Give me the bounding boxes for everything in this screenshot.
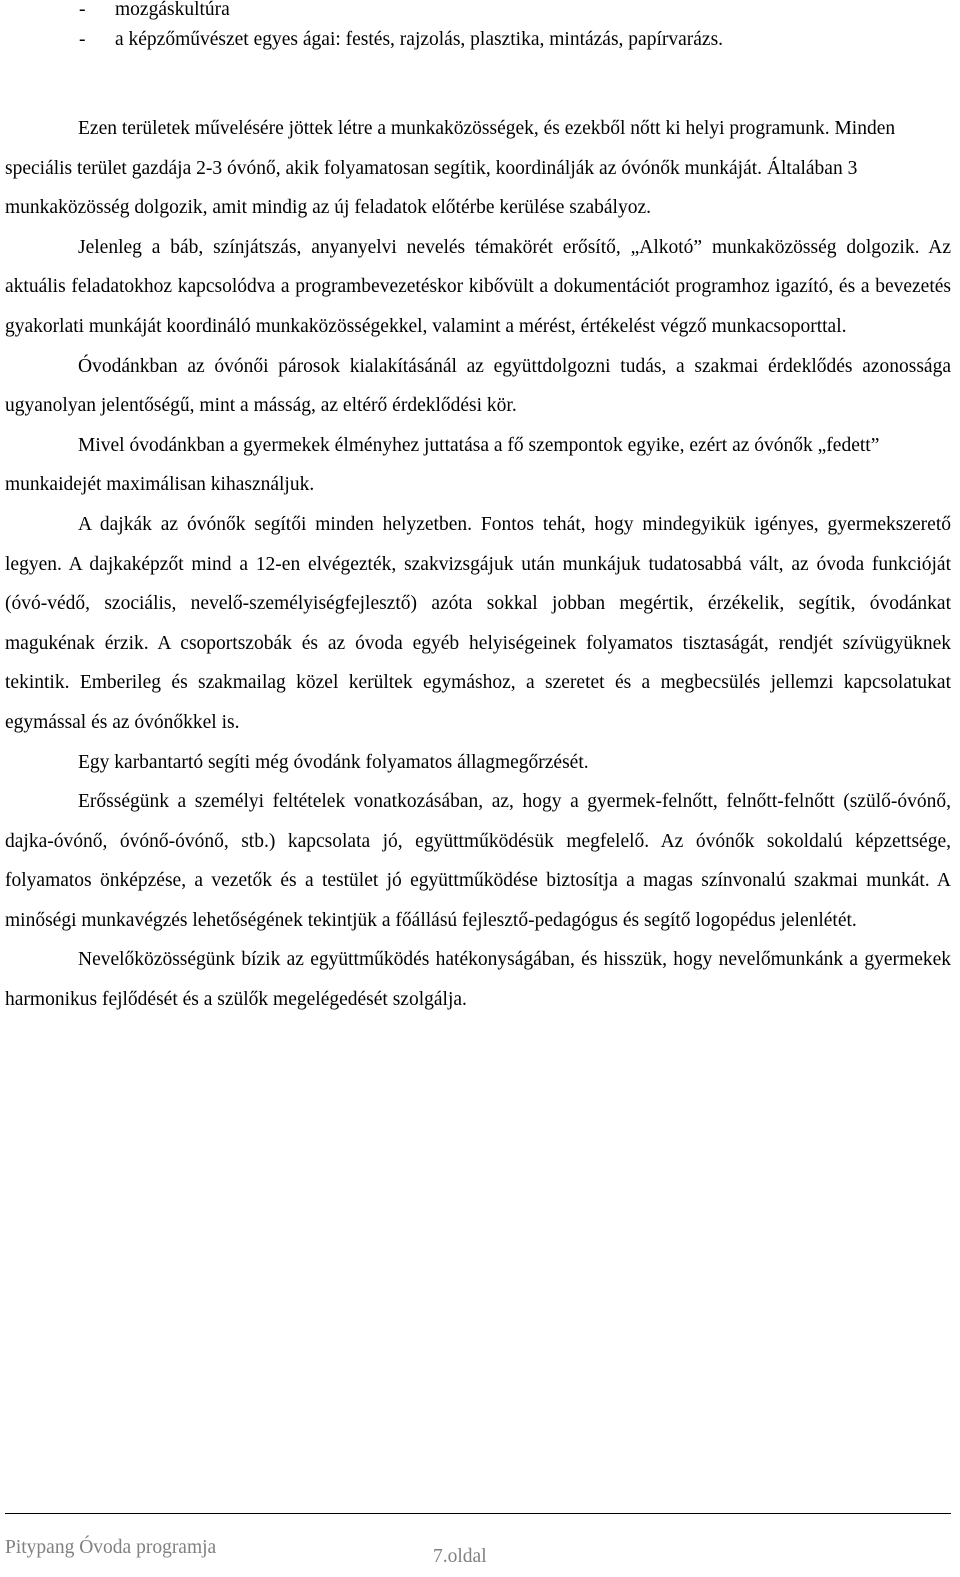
paragraph-work-communities: Ezen területek művelésére jöttek létre a munkaközösségek, és ezekből nőtt ki helyi programunk. Minden speciális terület gazdája 2-3 óvónő, akik folyamatosan segítik, koordinálják az óvónők munkáját. Általában 3 munkaközösség dolgozik, amit mindig az új feladatok előtérbe kerülése szabályoz.	[5, 118, 896, 219]
list-bullet: -	[79, 29, 86, 50]
list-item	[5, 0, 951, 30]
paragraph-maintenance: Egy karbantartó segíti még óvodánk folyamatos állagmegőrzését.	[78, 751, 589, 773]
paragraph-teacher-pairs: Óvodánkban az óvónői párosok kialakításánál az együttdolgozni tudás, a szakmai érdeklődés azonossága ugyanolyan jelentőségű, mint a másság, az eltérő érdeklődési kör.	[5, 355, 951, 417]
page-footer	[5, 1513, 951, 1577]
paragraph-closing: Nevelőközösségünk bízik az együttműködés hatékonyságában, és hisszük, hogy nevelőmunkánk a gyermekek harmonikus fejlődését és a szülők megelégedését szolgálja.	[5, 949, 951, 1011]
page-number: 7.oldal	[433, 1546, 487, 1567]
paragraph-strengths: Erősségünk a személyi feltételek vonatkozásában, az, hogy a gyermek-felnőtt, felnőtt-felnőtt (szülő-óvónő, dajka-óvónő, óvónő-óvónő, stb.) kapcsolata jó, együttműködésük megfelelő. Az óvónők sokoldalú képzettsége, folyamatos önképzése, a vezetők és a testület jó együttműködése biztosítja a magas színvonalú szakmai munkát. A minőségi munkavégzés lehetőségének tekintjük a főállású fejlesztő-pedagógus és segítő logopédus jelenlétét.	[5, 791, 951, 931]
footer-divider	[5, 1513, 951, 1514]
document-page	[5, 0, 951, 1020]
body-text	[5, 109, 951, 1020]
paragraph-assistants: A dajkák az óvónők segítői minden helyzetben. Fontos tehát, hogy mindegyikük igényes, gyermekszerető legyen. A dajkaképzőt mind a 12-en elvégezték, szakvizsgájuk után munkájuk tudatosabbá vált, az óvoda funkcióját (óvó-védő, szociális, nevelő-személyiségfejlesztő) azóta sokkal jobban megértik, érzékelik, segítik, óvodánkat magukénak érzik. A csoportszobák és az óvoda egyéb helyiségeinek folyamatos tisztaságát, rendjét szívügyüknek tekintik. Emberileg és szakmailag közel kerültek egymáshoz, a szeretet és a megbecsülés jellemzi kapcsolatukat egymással és az óvónőkkel is.	[5, 513, 951, 733]
list-item-text: a képzőművészet egyes ágai: festés, rajzolás, plasztika, mintázás, papírvarázs.	[115, 29, 724, 50]
list-item-text: mozgáskultúra	[115, 0, 230, 20]
footer-title: Pitypang Óvoda programja	[5, 1537, 217, 1558]
paragraph-experiences: Mivel óvodánkban a gyermekek élményhez juttatása a fő szempontok egyike, ezért az óvónők „fedett” munkaidejét maximálisan kihasználjuk.	[5, 434, 880, 496]
list-item	[5, 30, 951, 71]
list-bullet: -	[79, 0, 86, 20]
paragraph-alkoto-community: Jelenleg a báb, színjátszás, anyanyelvi nevelés témakörét erősítő, „Alkotó” munkaközösség dolgozik. Az aktuális feladatokhoz kapcsolódva a programbevezetéskor kibővült a dokumentációt programhoz igazító, és a bevezetés gyakorlati munkáját koordináló munkaközösségekkel, valamint a mérést, értékelést végző munkacsoporttal.	[5, 236, 951, 337]
